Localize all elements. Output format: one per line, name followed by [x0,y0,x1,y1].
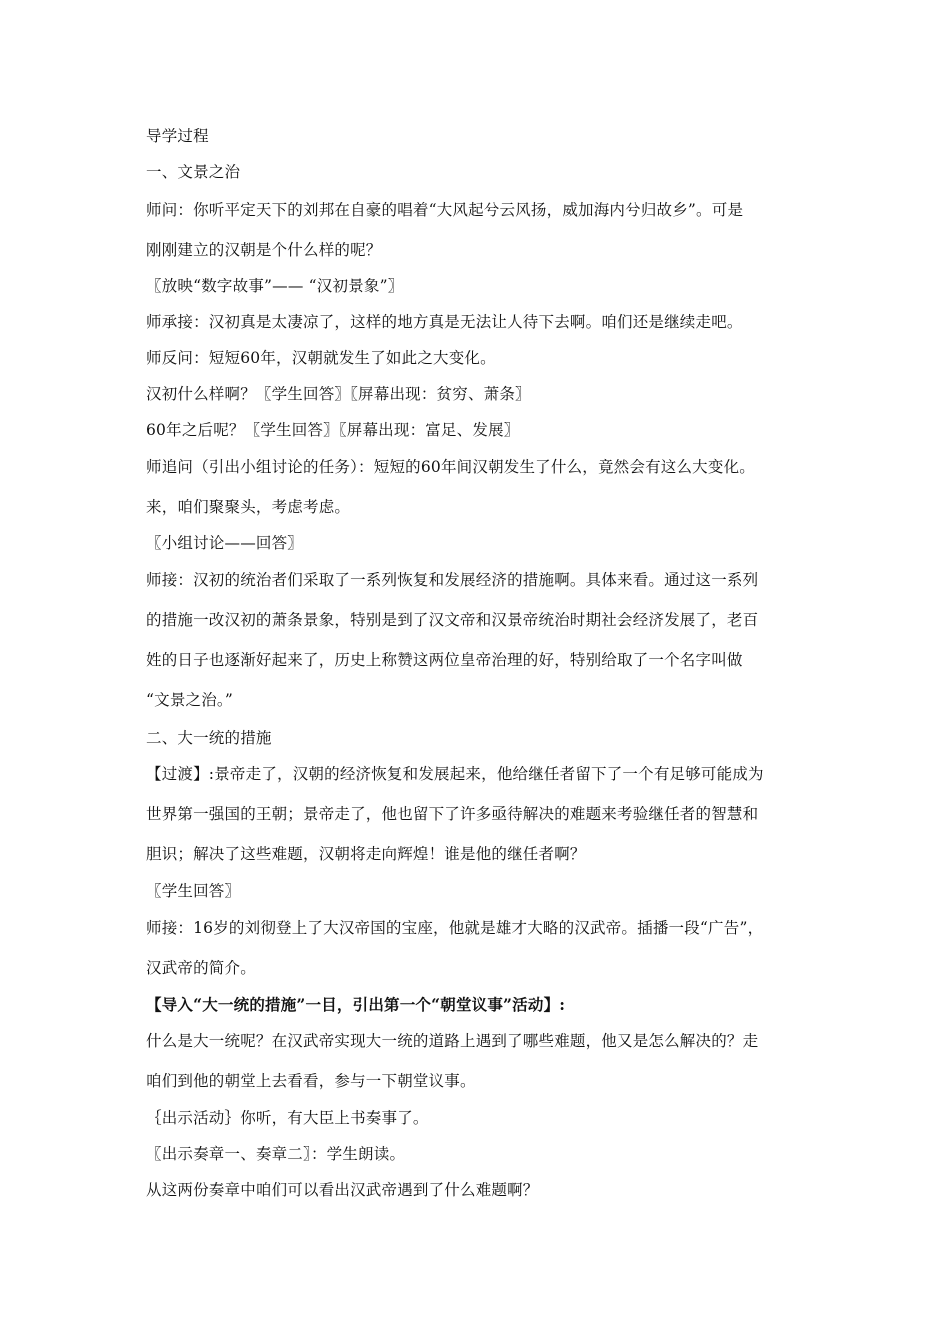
text-line: 师接：16岁的刘彻登上了大汉帝国的宝座，他就是雄才大略的汉武帝。插播一段“广告”， [146,919,764,937]
text-line: 汉武帝的简介。 [146,959,256,977]
text-line: 师承接：汉初真是太凄凉了，这样的地方真是无法让人待下去啊。咱们还是继续走吧。 [146,313,743,331]
text-line: 【过渡】:景帝走了，汉朝的经济恢复和发展起来，他给继任者留下了一个有足够可能成为 [146,765,764,783]
text-line: 咱们到他的朝堂上去看看，参与一下朝堂议事。 [146,1072,476,1090]
text-line: 师追问（引出小组讨论的任务）：短短的60年间汉朝发生了什么，竟然会有这么大变化。 [146,458,755,476]
text-line: 一、文景之治 [146,163,241,181]
text-line: 【导入“大一统的措施”一目，引出第一个“朝堂议事”活动】: [146,995,566,1014]
text-line: ｛出示活动｝你听，有大臣上书奏事了。 [146,1109,429,1127]
text-line: 〖放映“数字故事”—— “汉初景象”〗 [146,277,404,295]
text-line: 二、大一统的措施 [146,729,272,747]
text-line: 的措施一改汉初的萧条景象，特别是到了汉文帝和汉景帝统治时期社会经济发展了，老百 [146,611,759,629]
text-line: 师问：你听平定天下的刘邦在自豪的唱着“大风起兮云风扬，威加海内兮归故乡”。可是 [146,201,744,219]
text-line: 汉初什么样啊？〖学生回答〗〖屏幕出现：贫穷、萧条〗 [146,385,531,403]
text-line: 〖小组讨论——回答〗 [146,534,304,552]
text-line: 导学过程 [146,127,209,145]
text-line: “文景之治。” [146,691,233,709]
text-line: 师反问：短短60年，汉朝就发生了如此之大变化。 [146,349,496,367]
text-line: 师接：汉初的统治者们采取了一系列恢复和发展经济的措施啊。具体来看。通过这一系列 [146,571,759,589]
text-line: 什么是大一统呢？在汉武帝实现大一统的道路上遇到了哪些难题，他又是怎么解决的？走 [146,1032,759,1050]
text-line: 〖出示奏章一、奏章二〗：学生朗读。 [146,1145,406,1163]
text-line: 胆识；解决了这些难题，汉朝将走向辉煌！谁是他的继任者啊？ [146,845,586,863]
text-line: 刚刚建立的汉朝是个什么样的呢？ [146,241,382,259]
text-line: 世界第一强国的王朝；景帝走了，他也留下了许多亟待解决的难题来考验继任者的智慧和 [146,805,759,823]
text-line: 从这两份奏章中咱们可以看出汉武帝遇到了什么难题啊？ [146,1181,539,1199]
text-line: 〖学生回答〗 [146,882,241,900]
text-line: 60年之后呢？〖学生回答〗〖屏幕出现：富足、发展〗 [146,421,520,439]
text-line: 来，咱们聚聚头，考虑考虑。 [146,498,351,516]
text-line: 姓的日子也逐渐好起来了，历史上称赞这两位皇帝治理的好，特别给取了一个名字叫做 [146,651,743,669]
